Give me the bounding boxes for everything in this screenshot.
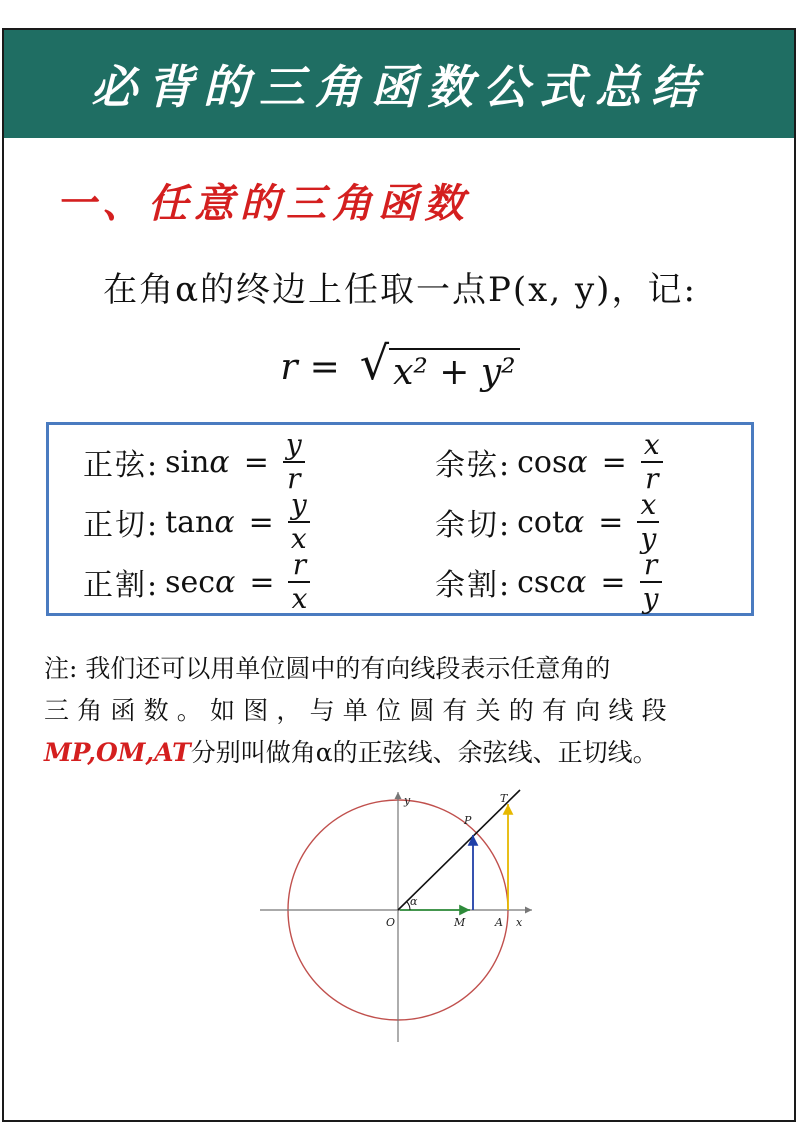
note-paragraph bbox=[44, 648, 760, 774]
intro-text: 在角α的终边上任取一点P(x, y)，记: bbox=[103, 270, 697, 310]
definitions-box bbox=[46, 422, 754, 616]
def-tan: 正切: tan α = $\frac{y}{x}$ bbox=[83, 491, 310, 553]
def-func: cot bbox=[517, 504, 565, 540]
denominator: y bbox=[640, 522, 657, 555]
angle-label: α bbox=[410, 895, 418, 908]
title-bar bbox=[4, 30, 794, 138]
y-axis-label: y bbox=[404, 794, 411, 807]
numerator: r bbox=[643, 548, 658, 581]
def-var: α bbox=[214, 504, 235, 540]
t-label: T bbox=[500, 792, 508, 805]
unit-circle-diagram bbox=[250, 780, 550, 1050]
def-func: cos bbox=[517, 444, 568, 480]
def-csc: 余割: csc α = $\frac{r}{y}$ bbox=[435, 551, 662, 613]
def-var: α bbox=[567, 444, 588, 480]
note-line-3-rest: 分别叫做角α的正弦线、余弦线、正切线。 bbox=[190, 738, 658, 767]
def-label: 余切: bbox=[435, 508, 512, 543]
sqrt-icon: √ bbox=[359, 336, 390, 390]
def-label: 正割: bbox=[83, 568, 160, 603]
note-segments-highlight: MP,OM,AT bbox=[44, 738, 191, 767]
def-var: α bbox=[209, 444, 230, 480]
def-label: 正切: bbox=[83, 508, 160, 543]
page-title: 必背的三角函数公式总结 bbox=[91, 60, 707, 114]
def-fraction bbox=[640, 548, 662, 615]
section-heading: 一、任意的三角函数 bbox=[56, 180, 470, 227]
def-func: sec bbox=[165, 564, 216, 600]
numerator: y bbox=[290, 488, 307, 521]
def-fraction bbox=[288, 548, 310, 615]
denominator: r bbox=[645, 462, 659, 495]
def-fraction bbox=[637, 488, 659, 555]
sqrt-expression bbox=[359, 336, 520, 393]
def-sin: 正弦: sin α = $\frac{y}{r}$ bbox=[83, 431, 305, 493]
radius-formula bbox=[0, 336, 800, 393]
def-label: 余割: bbox=[435, 568, 512, 603]
denominator: x bbox=[290, 522, 307, 555]
denominator: y bbox=[642, 582, 659, 615]
def-var: α bbox=[566, 564, 587, 600]
x-axis-label: x bbox=[516, 916, 523, 929]
p-label: P bbox=[464, 814, 472, 827]
a-label: A bbox=[495, 916, 503, 929]
origin-label: O bbox=[386, 916, 396, 929]
def-var: α bbox=[215, 564, 236, 600]
def-cos: 余弦: cos α = $\frac{x}{r}$ bbox=[435, 431, 663, 493]
def-var: α bbox=[564, 504, 585, 540]
def-label: 余弦: bbox=[435, 448, 512, 483]
note-line-1: 注: 我们还可以用单位圆中的有向线段表示任意角的 bbox=[44, 654, 611, 683]
def-fraction bbox=[641, 428, 663, 495]
note-line-2: 三角函数。如图，与单位圆有关的有向线段 bbox=[44, 696, 675, 725]
note-line-3 bbox=[44, 732, 760, 774]
denominator: r bbox=[287, 462, 301, 495]
terminal-ray bbox=[398, 790, 520, 910]
def-label: 正弦: bbox=[83, 448, 160, 483]
def-func: tan bbox=[165, 504, 215, 540]
def-cot: 余切: cot α = $\frac{x}{y}$ bbox=[435, 491, 659, 553]
radius-eq: = bbox=[309, 347, 340, 388]
numerator: x bbox=[640, 488, 657, 521]
radicand: x² + y² bbox=[389, 348, 520, 393]
def-func: csc bbox=[517, 564, 567, 600]
def-func: sin bbox=[165, 444, 210, 480]
radius-lhs: r bbox=[280, 347, 298, 388]
numerator: y bbox=[285, 428, 302, 461]
m-label: M bbox=[454, 916, 466, 929]
numerator: x bbox=[643, 428, 660, 461]
def-fraction bbox=[288, 488, 310, 555]
denominator: x bbox=[291, 582, 308, 615]
def-sec: 正割: sec α = $\frac{r}{x}$ bbox=[83, 551, 310, 613]
def-fraction bbox=[283, 428, 305, 495]
numerator: r bbox=[292, 548, 307, 581]
